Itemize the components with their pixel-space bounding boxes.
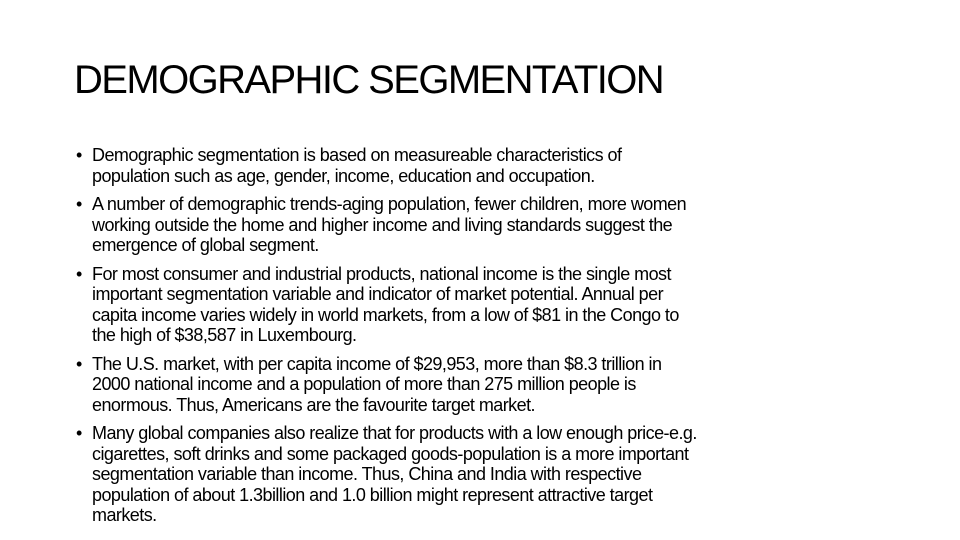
- bullet-dot-icon: •: [76, 145, 83, 165]
- bullet-dot-icon: •: [76, 263, 83, 284]
- bullet-text-line: population such as age, gender, income, education and occupation.: [92, 165, 595, 186]
- bullet-dot-icon: •: [76, 194, 83, 214]
- bullet-item: [74, 423, 914, 526]
- bullet-text-line: working outside the home and higher income and living standards suggest the: [92, 214, 673, 235]
- bullet-item: [74, 194, 914, 256]
- bullet-item: [74, 145, 914, 186]
- bullet-text-line: cigarettes, soft drinks and some packaged goods-population is a more important: [92, 443, 689, 464]
- bullet-text-line: segmentation variable than income. Thus, China and India with respective: [92, 464, 642, 484]
- bullet-text-line: enormous. Thus, Americans are the favourite target market.: [92, 394, 535, 415]
- bullet-text-line: the high of $38,587 in Luxembourg.: [92, 325, 357, 345]
- bullet-text-line: markets.: [92, 505, 157, 525]
- bullet-text-line: For most consumer and industrial products, national income is the single most: [92, 263, 671, 284]
- slide-title: DEMOGRAPHIC SEGMENTATION: [74, 58, 664, 102]
- bullet-list: [74, 145, 914, 534]
- bullet-dot-icon: •: [76, 423, 83, 443]
- bullet-item: [74, 354, 914, 416]
- bullet-text-line: important segmentation variable and indicator of market potential. Annual per: [92, 284, 664, 304]
- bullet-text-line: emergence of global segment.: [92, 235, 319, 255]
- bullet-text-line: Many global companies also realize that for products with a low enough price-e.g.: [92, 423, 697, 443]
- bullet-text-line: capita income varies widely in world markets, from a low of $81 in the Congo to: [92, 304, 679, 325]
- bullet-text-line: The U.S. market, with per capita income of $29,953, more than $8.3 trillion in: [92, 353, 662, 374]
- bullet-item: [74, 264, 914, 346]
- bullet-text-line: population of about 1.3billion and 1.0 billion might represent attractive target: [92, 484, 653, 505]
- bullet-dot-icon: •: [76, 353, 83, 374]
- bullet-text-line: 2000 national income and a population of more than 275 million people is: [92, 374, 636, 394]
- bullet-text-line: Demographic segmentation is based on measureable characteristics of: [92, 145, 622, 165]
- bullet-text-line: A number of demographic trends-aging population, fewer children, more women: [92, 194, 687, 214]
